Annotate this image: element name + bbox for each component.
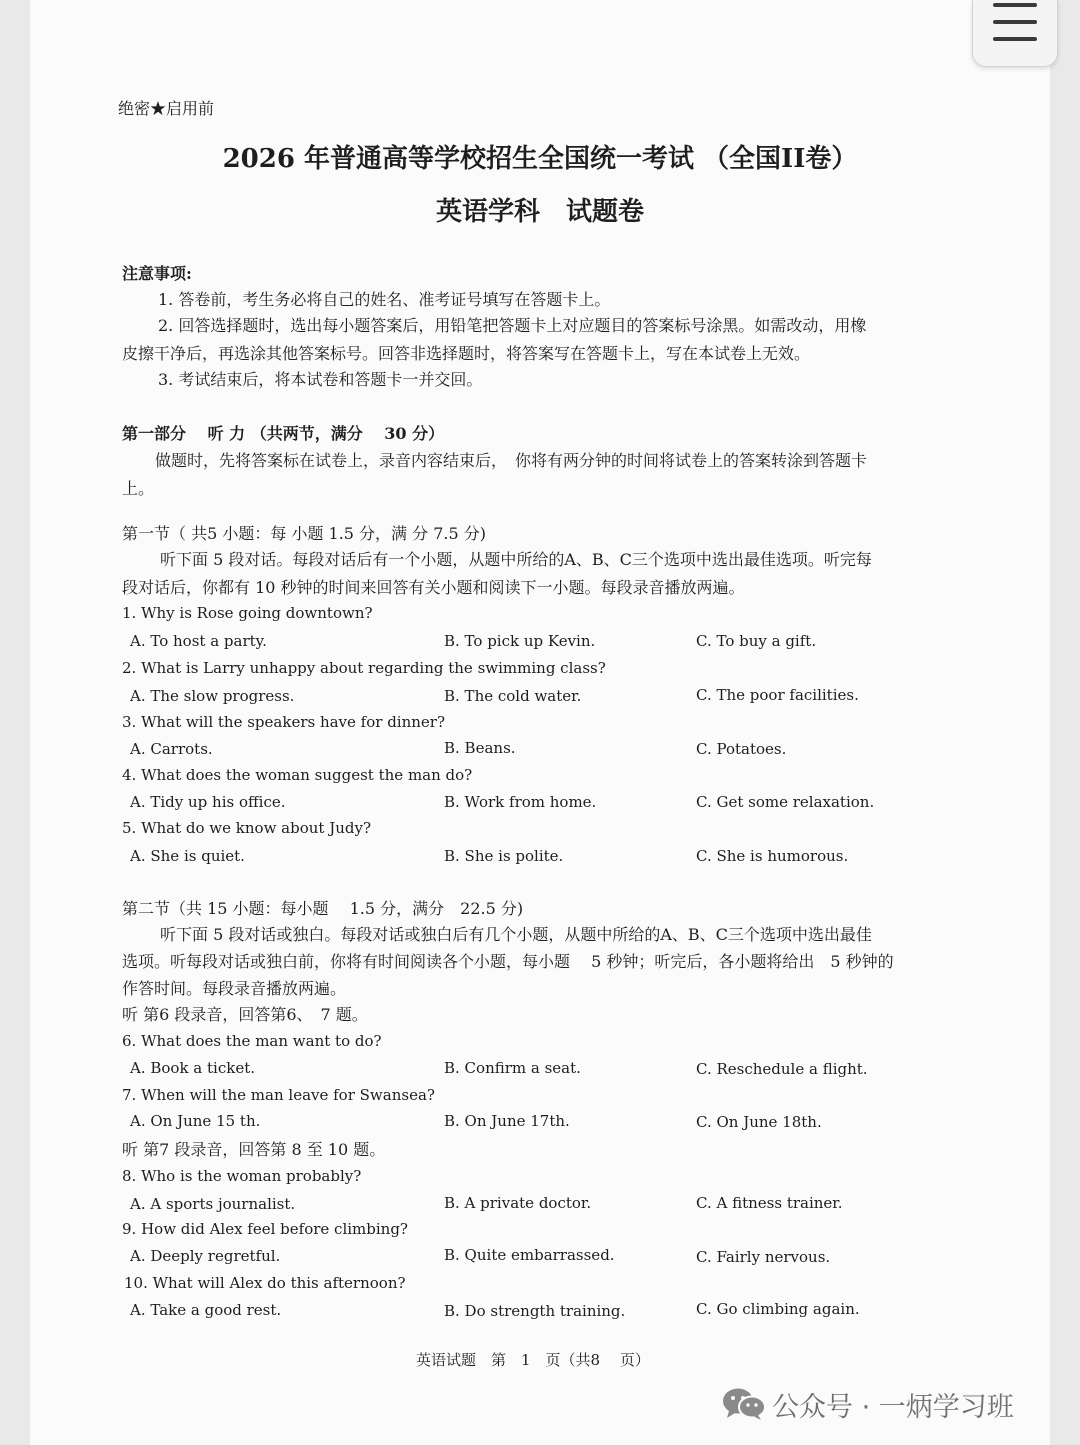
option-6a: A. Book a ticket. xyxy=(130,1059,256,1077)
question-8: 8. Who is the woman probably? xyxy=(122,1167,362,1185)
option-1c: C. To buy a gift. xyxy=(696,632,817,650)
option-1a: A. To host a party. xyxy=(130,632,267,650)
page-footer: 英语试题 第 1 页（共8 页） xyxy=(416,1351,650,1369)
section1-intro-a: 听下面 5 段对话。每段对话后有一个小题，从题中所给的A、B、C三个选项中选出最佳选项。听完每 xyxy=(160,550,872,569)
exam-page xyxy=(30,0,1050,1445)
option-10a: A. Take a good rest. xyxy=(130,1301,282,1319)
wechat-icon xyxy=(722,1387,766,1421)
option-5c: C. She is humorous. xyxy=(696,847,849,865)
option-6b: B. Confirm a seat. xyxy=(444,1059,581,1077)
question-5: 5. What do we know about Judy? xyxy=(122,819,371,837)
option-7c: C. On June 18th. xyxy=(696,1113,822,1131)
option-9c: C. Fairly nervous. xyxy=(696,1248,831,1266)
option-9a: A. Deeply regretful. xyxy=(130,1247,281,1265)
part1-intro-b: 上。 xyxy=(122,479,155,498)
option-8a: A. A sports journalist. xyxy=(130,1195,296,1213)
section1-intro-b: 段对话后，你都有 10 秒钟的时间来回答有关小题和阅读下一小题。每段录音播放两遍。 xyxy=(122,578,745,597)
option-4c: C. Get some relaxation. xyxy=(696,793,875,811)
watermark-text: 公众号 · 一炳学习班 xyxy=(772,1391,1014,1423)
part1-heading: 第一部分 听 力 （共两节，满分 30 分） xyxy=(122,424,445,443)
question-9: 9. How did Alex feel before climbing? xyxy=(122,1220,408,1238)
section2-intro-b: 选项。听每段对话或独白前，你将有时间阅读各个小题，每小题 5 秒钟；听完后，各小题将给出 5 秒钟的 xyxy=(122,952,894,971)
option-2c: C. The poor facilities. xyxy=(696,686,859,704)
option-7a: A. On June 15 th. xyxy=(130,1112,261,1130)
question-1: 1. Why is Rose going downtown? xyxy=(122,604,373,622)
exam-title: 2026 年普通高等学校招生全国统一考试 （全国II卷） xyxy=(222,144,858,174)
option-5b: B. She is polite. xyxy=(444,847,564,865)
watermark xyxy=(722,1384,1014,1424)
option-3a: A. Carrots. xyxy=(130,740,213,758)
option-1b: B. To pick up Kevin. xyxy=(444,632,596,650)
subject-title: 英语学科 试题卷 xyxy=(435,197,644,227)
menu-button[interactable] xyxy=(972,0,1058,67)
notes-line-1: 1. 答卷前，考生务必将自己的姓名、准考证号填写在答题卡上。 xyxy=(158,290,611,309)
option-3c: C. Potatoes. xyxy=(696,740,787,758)
question-3: 3. What will the speakers have for dinner? xyxy=(122,713,446,731)
question-4: 4. What does the woman suggest the man do? xyxy=(122,766,473,784)
notes-heading: 注意事项: xyxy=(122,264,192,283)
option-2b: B. The cold water. xyxy=(444,687,582,705)
option-4b: B. Work from home. xyxy=(444,793,597,811)
option-3b: B. Beans. xyxy=(444,739,516,757)
notes-line-2b: 皮擦干净后，再选涂其他答案标号。回答非选择题时，将答案写在答题卡上，写在本试卷上无效。 xyxy=(122,344,811,363)
question-7: 7. When will the man leave for Swansea? xyxy=(122,1086,435,1104)
section2-intro-c: 作答时间。每段录音播放两遍。 xyxy=(122,979,347,998)
option-2a: A. The slow progress. xyxy=(130,687,295,705)
option-7b: B. On June 17th. xyxy=(444,1112,570,1130)
notes-line-3: 3. 考试结束后，将本试卷和答题卡一并交回。 xyxy=(158,370,483,389)
section1-heading: 第一节（ 共5 小题：每 小题 1.5 分，满 分 7.5 分) xyxy=(122,524,487,543)
option-8b: B. A private doctor. xyxy=(444,1194,592,1212)
section2-intro-a: 听下面 5 段对话或独白。每段对话或独白后有几个小题，从题中所给的A、B、C三个选项中选出最佳 xyxy=(160,925,872,944)
option-8c: C. A fitness trainer. xyxy=(696,1194,843,1212)
option-4a: A. Tidy up his office. xyxy=(130,793,286,811)
option-6c: C. Reschedule a flight. xyxy=(696,1060,868,1078)
question-10: 10. What will Alex do this afternoon? xyxy=(124,1274,406,1292)
question-2: 2. What is Larry unhappy about regarding the swimming class? xyxy=(122,659,606,677)
audio-6-instruction: 听 第6 段录音，回答第6、 7 题。 xyxy=(122,1005,368,1024)
part1-intro-a: 做题时，先将答案标在试卷上，录音内容结束后， 你将有两分钟的时间将试卷上的答案转涂到答题卡 xyxy=(155,451,868,470)
option-10b: B. Do strength training. xyxy=(444,1302,626,1320)
audio-7-instruction: 听 第7 段录音，回答第 8 至 10 题。 xyxy=(122,1140,386,1159)
option-5a: A. She is quiet. xyxy=(130,847,245,865)
section2-heading: 第二节（共 15 小题：每小题 1.5 分，满分 22.5 分) xyxy=(122,899,524,918)
question-6: 6. What does the man want to do? xyxy=(122,1032,382,1050)
option-9b: B. Quite embarrassed. xyxy=(444,1246,615,1264)
notes-line-2a: 2. 回答选择题时，选出每小题答案后，用铅笔把答题卡上对应题目的答案标号涂黑。如需改动，用橡 xyxy=(158,316,867,335)
confidential-label: 绝密★启用前 xyxy=(118,99,215,118)
option-10c: C. Go climbing again. xyxy=(696,1300,860,1318)
